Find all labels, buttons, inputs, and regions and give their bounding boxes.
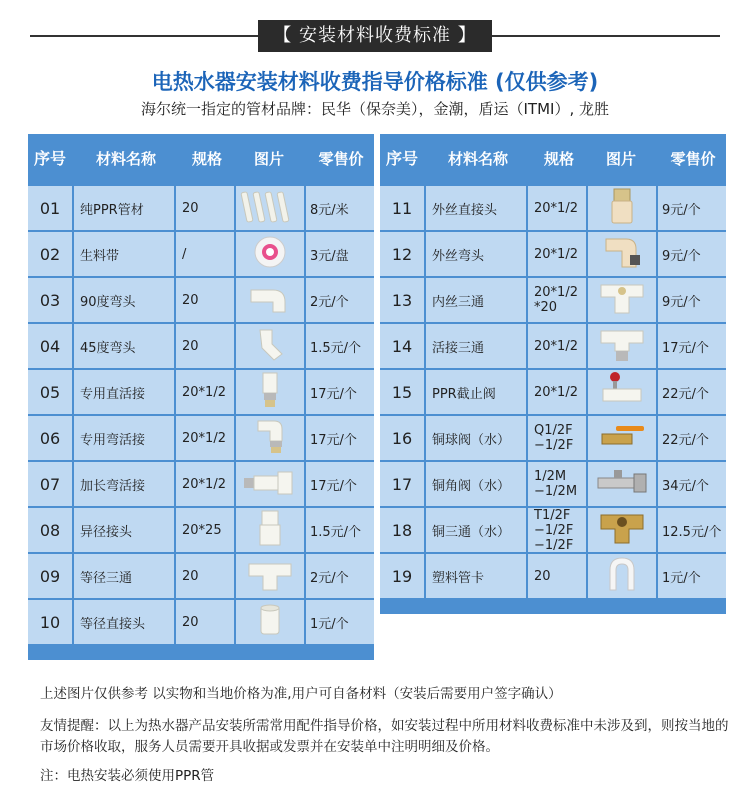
row-number: 01 xyxy=(28,186,72,230)
retail-price: 1元/个 xyxy=(658,554,726,598)
table-row xyxy=(380,554,726,598)
retail-price: 8元/米 xyxy=(306,186,374,230)
retail-price: 2元/个 xyxy=(306,554,374,598)
brass-tee-icon xyxy=(597,509,647,551)
tape-roll-icon xyxy=(245,234,295,274)
row-number: 18 xyxy=(380,508,424,552)
table-row xyxy=(380,186,726,230)
material-name: 专用直活接 xyxy=(74,370,174,414)
material-name: 90度弯头 xyxy=(74,278,174,322)
material-image xyxy=(588,370,656,414)
table-row xyxy=(380,462,726,506)
row-number: 06 xyxy=(28,416,72,460)
material-spec: 20 xyxy=(176,186,234,230)
material-name: 外丝直接头 xyxy=(426,186,526,230)
material-spec: 20*1/2 xyxy=(176,462,234,506)
table-row xyxy=(28,278,374,322)
col-header-name: 材料名称 xyxy=(95,150,156,168)
material-spec: 20*1/2 xyxy=(528,232,586,276)
retail-price: 17元/个 xyxy=(306,370,374,414)
material-name: 内丝三通 xyxy=(426,278,526,322)
col-header-no: 序号 xyxy=(385,149,418,168)
angle-valve-icon xyxy=(594,464,650,504)
retail-price: 22元/个 xyxy=(658,416,726,460)
material-name: 塑料管卡 xyxy=(426,554,526,598)
retail-price: 17元/个 xyxy=(306,462,374,506)
row-number: 03 xyxy=(28,278,72,322)
long-elbow-union-icon xyxy=(242,466,298,502)
retail-price: 9元/个 xyxy=(658,232,726,276)
tee-icon xyxy=(245,556,295,596)
material-name: 等径三通 xyxy=(74,554,174,598)
material-image xyxy=(236,186,304,230)
col-header-no: 序号 xyxy=(33,149,66,168)
material-image xyxy=(236,324,304,368)
material-spec: T1/2F −1/2F −1/2F xyxy=(528,508,586,552)
banner-line-left xyxy=(30,35,258,37)
retail-price: 1元/个 xyxy=(306,600,374,644)
material-name: 铜三通（水） xyxy=(426,508,526,552)
row-number: 02 xyxy=(28,232,72,276)
table-row xyxy=(380,232,726,276)
table-header xyxy=(380,134,726,184)
material-name: 活接三通 xyxy=(426,324,526,368)
material-image xyxy=(236,278,304,322)
material-name: 铜角阀（水） xyxy=(426,462,526,506)
table-row xyxy=(28,232,374,276)
elbow-union-icon xyxy=(250,417,290,459)
material-image xyxy=(588,232,656,276)
retail-price: 3元/盘 xyxy=(306,232,374,276)
retail-price: 9元/个 xyxy=(658,278,726,322)
material-spec: Q1/2F −1/2F xyxy=(528,416,586,460)
retail-price: 1.5元/个 xyxy=(306,324,374,368)
table-header xyxy=(28,134,374,184)
row-number: 09 xyxy=(28,554,72,598)
stop-valve-icon xyxy=(597,371,647,413)
union-tee-icon xyxy=(597,325,647,367)
material-name: PPR截止阀 xyxy=(426,370,526,414)
material-spec: 20*1/2 xyxy=(528,370,586,414)
ball-valve-icon xyxy=(596,418,648,458)
table-row xyxy=(28,416,374,460)
material-image xyxy=(588,554,656,598)
material-image xyxy=(588,462,656,506)
col-header-price: 零售价 xyxy=(318,150,364,168)
male-elbow-icon xyxy=(600,233,644,275)
straight-union-icon xyxy=(252,371,288,413)
row-number: 14 xyxy=(380,324,424,368)
row-number: 11 xyxy=(380,186,424,230)
page-subtitle: 海尔统一指定的管材品牌：民华（保奈美），金潮，盾运（ITMI）, 龙胜 xyxy=(141,100,609,118)
table-row xyxy=(28,324,374,368)
material-spec: 20 xyxy=(176,554,234,598)
material-image xyxy=(588,324,656,368)
row-number: 16 xyxy=(380,416,424,460)
material-image xyxy=(236,416,304,460)
material-image xyxy=(236,462,304,506)
price-tables xyxy=(28,134,722,660)
material-image xyxy=(236,508,304,552)
material-image xyxy=(236,232,304,276)
price-table-left xyxy=(28,134,374,660)
ppr-pipe-icon xyxy=(240,188,300,228)
material-name: 45度弯头 xyxy=(74,324,174,368)
note-reminder: 友情提醒：以上为热水器产品安装所需常用配件指导价格，如安装过程中所用材料收费标准中未涉及到，则按当地的市场价格收取，服务人员需要开具收据或发票并在安装单中注明明细及价格。 xyxy=(40,718,729,755)
retail-price: 22元/个 xyxy=(658,370,726,414)
elbow-45-icon xyxy=(250,326,290,366)
row-number: 10 xyxy=(28,600,72,644)
table-row xyxy=(28,462,374,506)
section-banner: 【 安装材料收费标准 】 xyxy=(258,20,492,52)
material-name: 加长弯活接 xyxy=(74,462,174,506)
table-row xyxy=(380,416,726,460)
material-spec: 20*25 xyxy=(176,508,234,552)
material-image xyxy=(588,416,656,460)
material-spec: 20*1/2 *20 xyxy=(528,278,586,322)
elbow-90-icon xyxy=(245,280,295,320)
table-row xyxy=(28,600,374,644)
material-image xyxy=(236,370,304,414)
material-spec: 20*1/2 xyxy=(528,324,586,368)
col-header-spec: 规格 xyxy=(191,150,222,168)
coupling-icon xyxy=(252,602,288,642)
material-name: 等径直接头 xyxy=(74,600,174,644)
row-number: 17 xyxy=(380,462,424,506)
note-ppr: 注：电热安装必须使用PPR管 xyxy=(40,768,215,784)
material-spec: 20*1/2 xyxy=(528,186,586,230)
table-row xyxy=(380,370,726,414)
material-spec: 20 xyxy=(176,278,234,322)
material-spec: 20*1/2 xyxy=(176,416,234,460)
banner-line-right xyxy=(492,35,720,37)
row-number: 12 xyxy=(380,232,424,276)
col-header-image: 图片 xyxy=(605,150,636,168)
retail-price: 2元/个 xyxy=(306,278,374,322)
material-spec: 20 xyxy=(176,600,234,644)
retail-price: 9元/个 xyxy=(658,186,726,230)
material-image xyxy=(236,600,304,644)
retail-price: 12.5元/个 xyxy=(658,508,726,552)
material-name: 专用弯活接 xyxy=(74,416,174,460)
table-row xyxy=(380,508,726,552)
retail-price: 1.5元/个 xyxy=(306,508,374,552)
material-name: 生料带 xyxy=(74,232,174,276)
row-number: 07 xyxy=(28,462,72,506)
page-title: 电热水器安装材料收费指导价格标准 (仅供参考) xyxy=(151,70,599,94)
reducer-icon xyxy=(252,509,288,551)
retail-price: 17元/个 xyxy=(658,324,726,368)
table-row xyxy=(28,554,374,598)
row-number: 13 xyxy=(380,278,424,322)
material-image xyxy=(588,186,656,230)
material-image xyxy=(236,554,304,598)
row-number: 19 xyxy=(380,554,424,598)
material-spec: / xyxy=(176,232,234,276)
row-number: 15 xyxy=(380,370,424,414)
material-spec: 20*1/2 xyxy=(176,370,234,414)
note-reference: 上述图片仅供参考 以实物和当地价格为准,用户可自备材料（安装后需要用户签字确认） xyxy=(40,686,562,702)
table-row xyxy=(28,508,374,552)
table-row xyxy=(28,186,374,230)
col-header-name: 材料名称 xyxy=(447,150,508,168)
material-image xyxy=(588,278,656,322)
material-name: 铜球阀（水） xyxy=(426,416,526,460)
row-number: 05 xyxy=(28,370,72,414)
price-table-right xyxy=(380,134,726,614)
col-header-price: 零售价 xyxy=(670,150,716,168)
retail-price: 34元/个 xyxy=(658,462,726,506)
row-number: 04 xyxy=(28,324,72,368)
col-header-spec: 规格 xyxy=(543,150,574,168)
row-number: 08 xyxy=(28,508,72,552)
col-header-image: 图片 xyxy=(253,150,284,168)
table-row xyxy=(380,278,726,322)
female-tee-icon xyxy=(597,279,647,321)
male-coupling-icon xyxy=(604,187,640,229)
table-row xyxy=(380,324,726,368)
material-spec: 1/2M −1/2M xyxy=(528,462,586,506)
material-name: 纯PPR管材 xyxy=(74,186,174,230)
material-spec: 20 xyxy=(176,324,234,368)
material-name: 异径接头 xyxy=(74,508,174,552)
material-name: 外丝弯头 xyxy=(426,232,526,276)
material-image xyxy=(588,508,656,552)
pipe-clip-icon xyxy=(602,554,642,598)
table-row xyxy=(28,370,374,414)
retail-price: 17元/个 xyxy=(306,416,374,460)
material-spec: 20 xyxy=(528,554,586,598)
